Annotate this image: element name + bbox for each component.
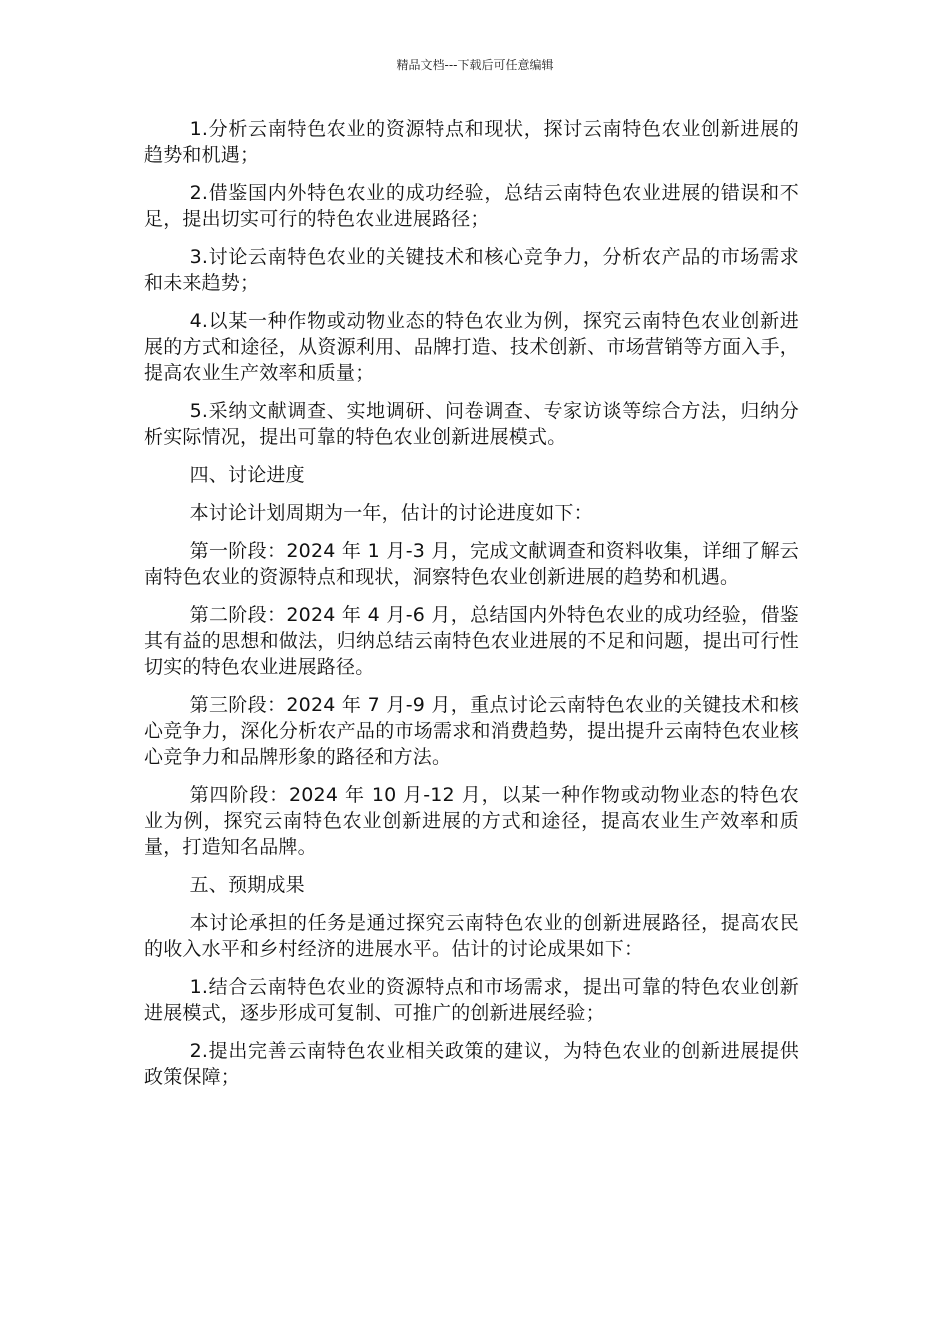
paragraph-outcome-2: 2.提出完善云南特色农业相关政策的建议，为特色农业的创新进展提供政策保障； (144, 1040, 799, 1088)
paragraph-progress-intro: 本讨论计划周期为一年，估计的讨论进度如下： (189, 502, 593, 524)
paragraph-objective-1: 1.分析云南特色农业的资源特点和现状，探讨云南特色农业创新进展的趋势和机遇； (144, 118, 799, 166)
paragraph-phase-1: 第一阶段：2024 年 1 月-3 月，完成文献调查和资料收集，详细了解云南特色农业的资源特点和现状，洞察特色农业创新进展的趋势和机遇。 (144, 540, 799, 588)
paragraph-outcomes-intro: 本讨论承担的任务是通过探究云南特色农业的创新进展路径，提高农民的收入水平和乡村经济的进展水平。估计的讨论成果如下： (144, 912, 799, 960)
section-heading-outcomes: 五、预期成果 (189, 874, 305, 896)
paragraph-phase-2: 第二阶段：2024 年 4 月-6 月，总结国内外特色农业的成功经验，借鉴其有益的思想和做法，归纳总结云南特色农业进展的不足和问题，提出可行性切实的特色农业进展路径。 (144, 604, 799, 678)
page-header: 精品文档---下载后可任意编辑 (396, 58, 554, 72)
paragraph-objective-3: 3.讨论云南特色农业的关键技术和核心竞争力，分析农产品的市场需求和未来趋势； (144, 246, 799, 294)
paragraph-phase-4: 第四阶段：2024 年 10 月-12 月，以某一种作物或动物业态的特色农业为例，探究云南特色农业创新进展的方式和途径，提高农业生产效率和质量，打造知名品牌。 (144, 784, 799, 858)
paragraph-objective-2: 2.借鉴国内外特色农业的成功经验，总结云南特色农业进展的错误和不足，提出切实可行的特色农业进展路径； (144, 182, 799, 230)
paragraph-phase-3: 第三阶段：2024 年 7 月-9 月，重点讨论云南特色农业的关键技术和核心竞争力，深化分析农产品的市场需求和消费趋势，提出提升云南特色农业核心竞争力和品牌形象的路径和方法。 (144, 694, 799, 768)
section-heading-progress: 四、讨论进度 (189, 464, 305, 486)
document-body (144, 116, 799, 1102)
paragraph-objective-5: 5.采纳文献调查、实地调研、问卷调查、专家访谈等综合方法，归纳分析实际情况，提出可靠的特色农业创新进展模式。 (144, 400, 799, 448)
paragraph-outcome-1: 1.结合云南特色农业的资源特点和市场需求，提出可靠的特色农业创新进展模式，逐步形成可复制、可推广的创新进展经验； (144, 976, 799, 1024)
paragraph-objective-4: 4.以某一种作物或动物业态的特色农业为例，探究云南特色农业创新进展的方式和途径，从资源利用、品牌打造、技术创新、市场营销等方面入手，提高农业生产效率和质量； (144, 310, 799, 384)
